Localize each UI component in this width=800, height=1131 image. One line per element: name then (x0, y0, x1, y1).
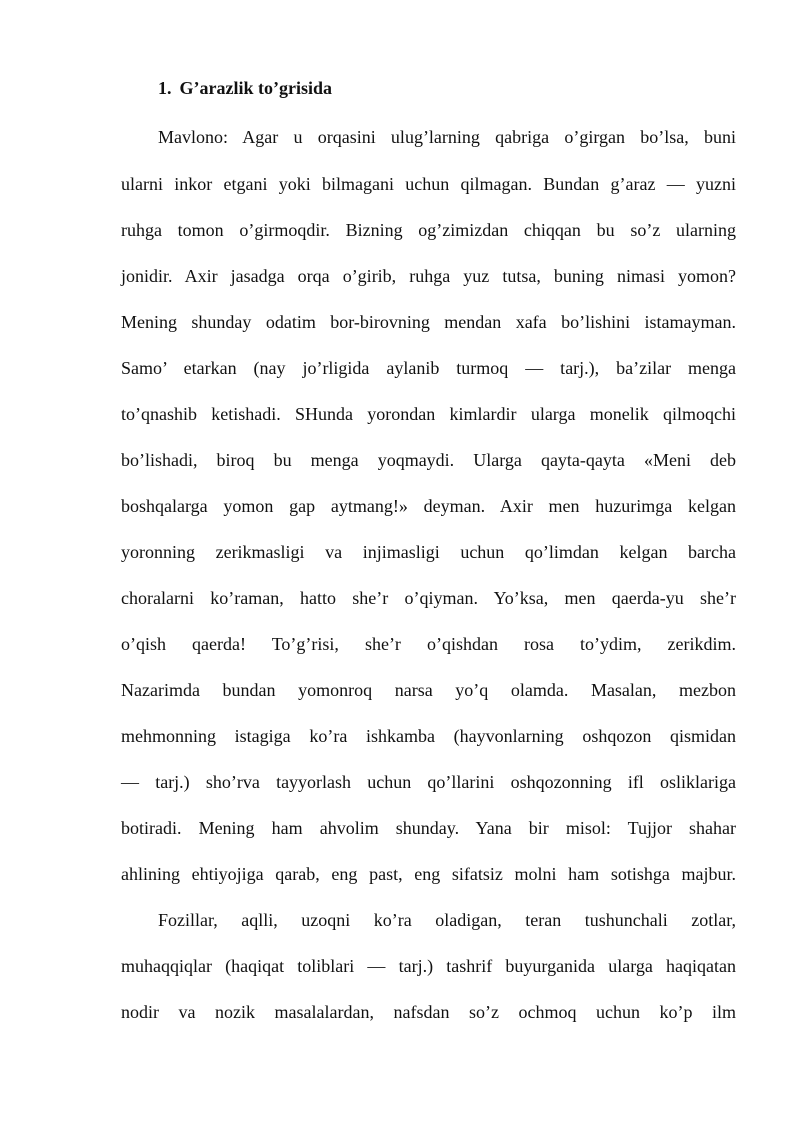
paragraph-line: to’qnashib ketishadi. SHunda yorondan kimlardir ularga monelik qilmoqchi (121, 404, 736, 424)
paragraph-line: nodir va nozik masalalardan, nafsdan so’z ochmoq uchun ko’p ilm (121, 1002, 736, 1022)
paragraph-line: ularni inkor etgani yoki bilmagani uchun qilmagan. Bundan g’araz — yuzni (121, 174, 736, 194)
paragraph-line: boshqalarga yomon gap aytmang!» deyman. Axir men huzurimga kelgan (121, 496, 736, 516)
paragraph-line: ahlining ehtiyojiga qarab, eng past, eng sifatsiz molni ham sotishga majbur. (121, 864, 736, 884)
paragraph-line: botiradi. Mening ham ahvolim shunday. Yana bir misol: Tujjor shahar (121, 818, 736, 838)
section-title: G’arazlik to’grisida (179, 78, 332, 98)
paragraph-line: mehmonning istagiga ko’ra ishkamba (hayvonlarning oshqozon qismidan (121, 726, 736, 746)
paragraph-line: bo’lishadi, biroq bu menga yoqmaydi. Ularga qayta-qayta «Meni deb (121, 450, 736, 470)
paragraph-line: jonidir. Axir jasadga orqa o’girib, ruhga yuz tutsa, buning nimasi yomon? (121, 266, 736, 286)
paragraph-line: yoronning zerikmasligi va injimasligi uchun qo’limdan kelgan barcha (121, 542, 736, 562)
paragraph-line: Mavlono: Agar u orqasini ulug’larning qabriga o’girgan bo’lsa, buni (158, 127, 736, 147)
paragraph-line: Fozillar, aqlli, uzoqni ko’ra oladigan, teran tushunchali zotlar, (158, 910, 736, 930)
paragraph-line: choralarni ko’raman, hatto she’r o’qiyman. Yo’ksa, men qaerda-yu she’r (121, 588, 736, 608)
paragraph-line: Nazarimda bundan yomonroq narsa yo’q olamda. Masalan, mezbon (121, 680, 736, 700)
paragraph-line: Samo’ etarkan (nay jo’rligida aylanib turmoq — tarj.), ba’zilar menga (121, 358, 736, 378)
section-heading (158, 72, 332, 104)
paragraph-line: — tarj.) sho’rva tayyorlash uchun qo’llarini oshqozonning ifl osliklariga (121, 772, 736, 792)
paragraph-line: muhaqqiqlar (haqiqat toliblari — tarj.) tashrif buyurganida ularga haqiqatan (121, 956, 736, 976)
paragraph-line: o’qish qaerda! To’g’risi, she’r o’qishdan rosa to’ydim, zerikdim. (121, 634, 736, 654)
paragraph-line: Mening shunday odatim bor-birovning mendan xafa bo’lishini istamayman. (121, 312, 736, 332)
paragraph-line: ruhga tomon o’girmoqdir. Bizning og’zimizdan chiqqan bu so’z ularning (121, 220, 736, 240)
section-number: 1. (158, 78, 172, 98)
